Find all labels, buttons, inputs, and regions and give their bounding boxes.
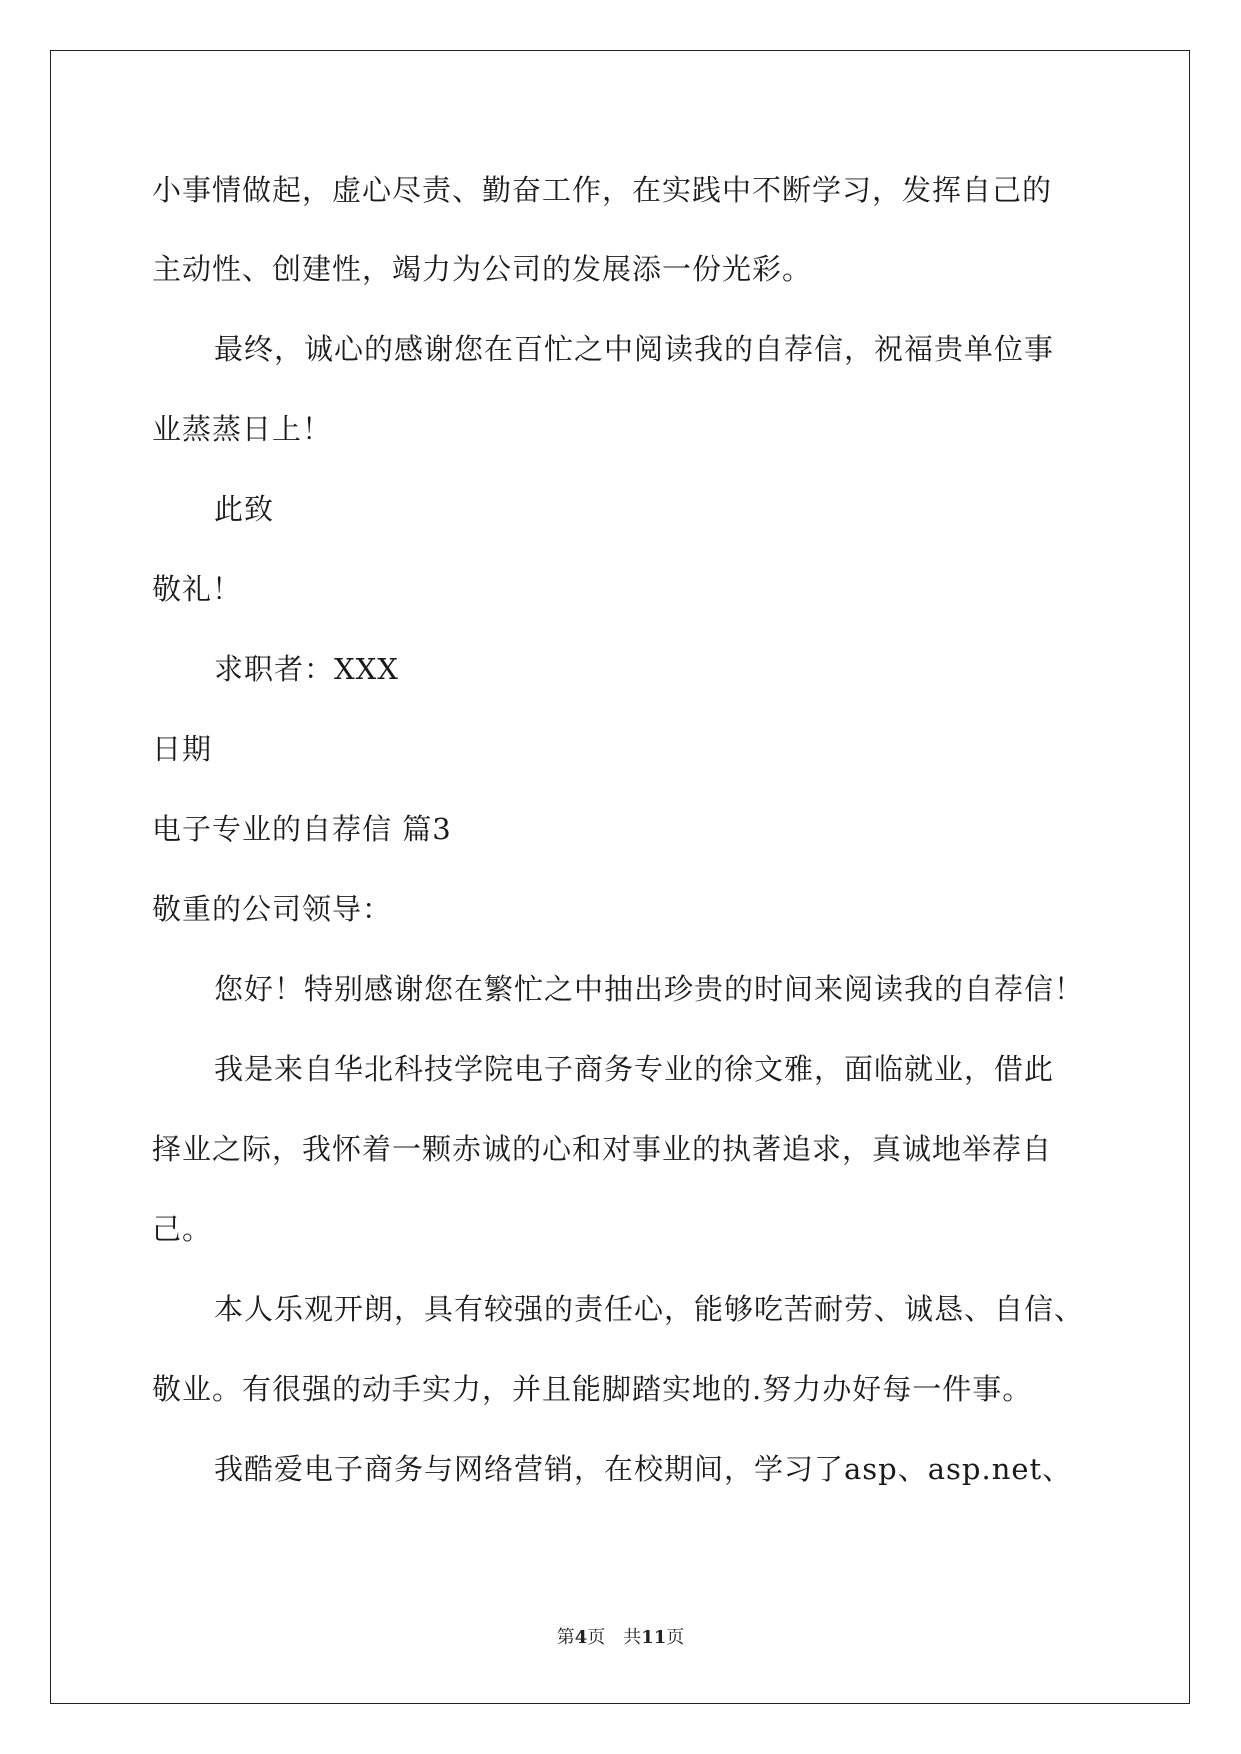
closing-regards: 敬礼！ bbox=[152, 572, 243, 606]
footer-total-prefix: 共 bbox=[623, 1627, 642, 1648]
footer-page-suffix: 页 bbox=[587, 1627, 606, 1648]
current-page-number: 4 bbox=[574, 1627, 588, 1648]
text-line: 最终，诚心的感谢您在百忙之中阅读我的自荐信，祝福贵单位事 bbox=[214, 332, 1055, 366]
text-line: 敬业。有很强的动手实力，并且能脚踏实地的.努力办好每一件事。 bbox=[152, 1372, 1033, 1406]
text-line: 小事情做起，虚心尽责、勤奋工作，在实践中不断学习，发挥自己的 bbox=[152, 173, 1053, 207]
salutation: 敬重的公司领导： bbox=[152, 892, 393, 926]
text-line: 本人乐观开朗，具有较强的责任心，能够吃苦耐劳、诚恳、自信、 bbox=[214, 1292, 1085, 1326]
footer-prefix: 第 bbox=[556, 1627, 575, 1648]
total-page-count: 11 bbox=[641, 1627, 667, 1648]
text-line: 主动性、创建性，竭力为公司的发展添一份光彩。 bbox=[152, 252, 813, 286]
date-line: 日期 bbox=[152, 732, 213, 766]
footer-total-suffix: 页 bbox=[666, 1627, 685, 1648]
text-line: 己。 bbox=[152, 1212, 213, 1246]
closing-salutation: 此致 bbox=[214, 492, 275, 526]
page-footer bbox=[0, 1627, 1241, 1649]
text-line: 业蒸蒸日上！ bbox=[152, 412, 333, 446]
text-line: 择业之际，我怀着一颗赤诚的心和对事业的执著追求，真诚地举荐自 bbox=[152, 1132, 1053, 1166]
text-line: 我是来自华北科技学院电子商务专业的徐文雅，面临就业，借此 bbox=[214, 1052, 1055, 1086]
text-line: 您好！特别感谢您在繁忙之中抽出珍贵的时间来阅读我的自荐信！ bbox=[214, 972, 1085, 1006]
text-line: 我酷爱电子商务与网络营销，在校期间，学习了asp、asp.net、 bbox=[214, 1452, 1073, 1486]
signature-line: 求职者：XXX bbox=[214, 652, 399, 686]
section-heading: 电子专业的自荐信 篇3 bbox=[152, 812, 452, 846]
